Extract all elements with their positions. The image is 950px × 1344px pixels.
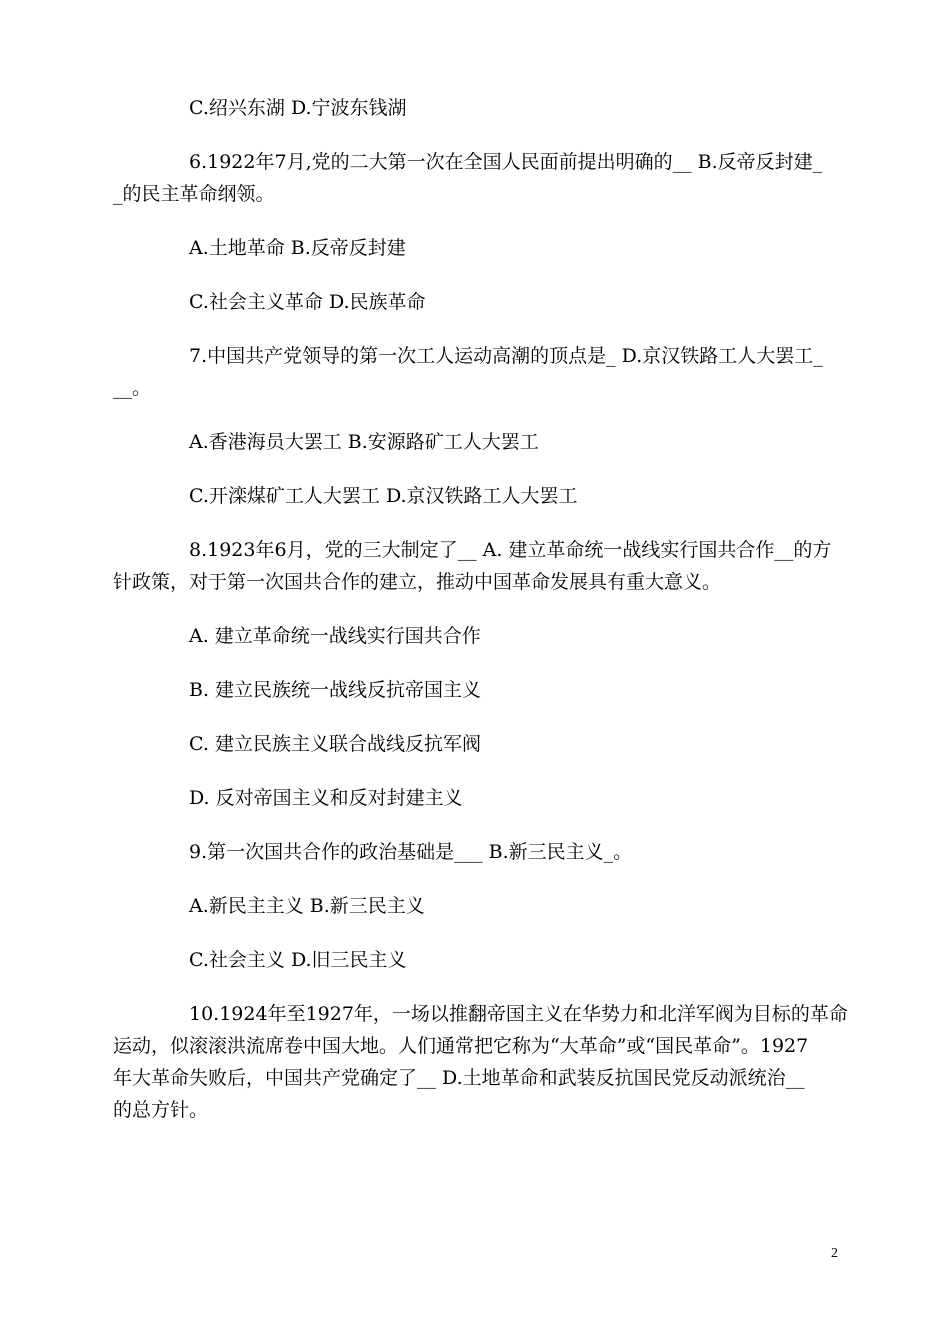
question-6-continuation: _的民主革命纲领。 (113, 183, 275, 205)
question-8-continuation: 针政策，对于第一次国共合作的建立，推动中国革命发展具有重大意义。 (113, 571, 722, 593)
question-8-option-b: B. 建立民族统一战线反抗帝国主义 (189, 679, 482, 701)
question-7-options-ab: A.香港海员大罢工 B.安源路矿工人大罢工 (189, 431, 539, 453)
option-line: C.绍兴东湖 D.宁波东钱湖 (189, 97, 407, 119)
question-7: 7.中国共产党领导的第一次工人运动高潮的顶点是_ D.京汉铁路工人大罢工_ (189, 345, 823, 367)
question-10-line-2: 运动，似滚滚洪流席卷中国大地。人们通常把它称为“大革命”或“国民革命”。1927 (113, 1035, 809, 1057)
question-8: 8.1923年6月，党的三大制定了__ A. 建立革命统一战线实行国共合作__的方 (189, 539, 832, 561)
question-7-options-cd: C.开滦煤矿工人大罢工 D.京汉铁路工人大罢工 (189, 485, 578, 507)
question-9-options-cd: C.社会主义 D.旧三民主义 (189, 949, 407, 971)
question-8-option-c: C. 建立民族主义联合战线反抗军阀 (189, 733, 481, 755)
question-7-continuation: __。 (113, 377, 152, 399)
question-6: 6.1922年7月,党的二大第一次在全国人民面前提出明确的__ B.反帝反封建_ (189, 151, 823, 173)
question-8-option-a: A. 建立革命统一战线实行国共合作 (189, 625, 481, 647)
page-body (113, 92, 848, 1148)
question-10-line-4: 的总方针。 (113, 1099, 209, 1121)
question-9: 9.第一次国共合作的政治基础是___ B.新三民主义_。 (189, 841, 633, 863)
question-6-options-cd: C.社会主义革命 D.民族革命 (189, 291, 426, 313)
question-6-options-ab: A.土地革命 B.反帝反封建 (189, 237, 406, 259)
question-10-line-3: 年大革命失败后，中国共产党确定了__ D.土地革命和武装反抗国民党反动派统治__ (113, 1067, 805, 1089)
question-10: 10.1924年至1927年，一场以推翻帝国主义在华势力和北洋军阀为目标的革命 (189, 1003, 848, 1025)
question-8-option-d: D. 反对帝国主义和反对封建主义 (189, 787, 463, 809)
page-number: 2 (831, 1246, 838, 1261)
question-9-options-ab: A.新民主主义 B.新三民主义 (189, 895, 425, 917)
